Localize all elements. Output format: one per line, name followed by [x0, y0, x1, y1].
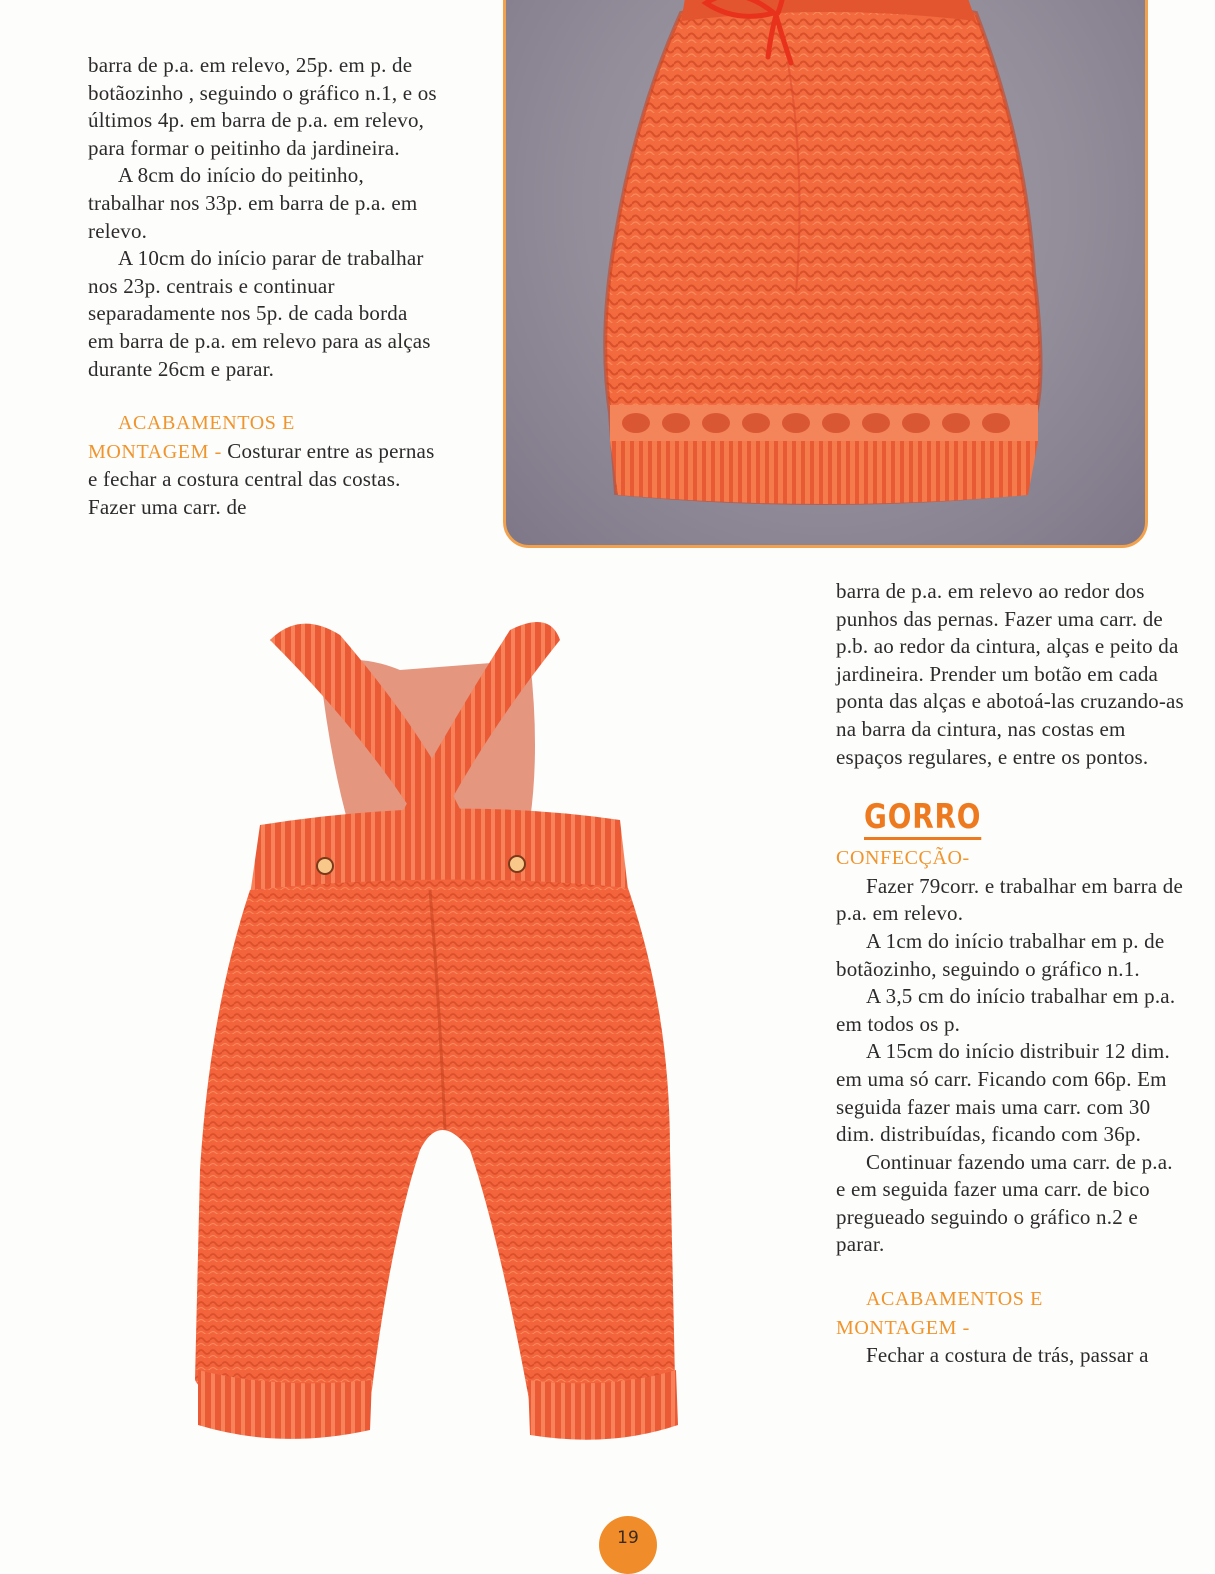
acabamentos-text-left: Costurar entre as pernas e fechar a costura central das costas. Fazer uma carr. de	[88, 438, 435, 519]
paragraph-peitinho: A 8cm do início do peitinho, trabalhar nos 33p. em barra de p.a. em relevo.	[88, 163, 418, 243]
acabamentos-heading-line2: MONTAGEM -	[88, 440, 222, 463]
paragraph-intro: barra de p.a. em relevo, 25p. em p. de botãozinho , seguindo o gráfico n.1, e os últimos 4p. em barra de p.a. em relevo, para formar o peitinho da jardineira.	[88, 53, 437, 160]
overalls-illustration	[150, 590, 800, 1500]
confeccao-heading: CONFECÇÃO-	[836, 847, 970, 870]
acabamentos-heading-right	[866, 1285, 1186, 1314]
acabamentos-paragraph-left	[88, 438, 438, 522]
paragraph-continuation: barra de p.a. em relevo ao redor dos punhos das pernas. Fazer uma carr. de p.b. ao redor da cintura, alças e peito da jardineira. Prender um botão em cada ponta das alças e abotoá-las cruzando-as na barra da cintura, nas costas em espaços regulares, e entre os pontos.	[836, 579, 1184, 769]
right-column-text	[836, 578, 1186, 1370]
acabamentos-heading-right-line2: MONTAGEM -	[836, 1316, 970, 1339]
gorro-step-4: A 15cm do início distribuir 12 dim. em uma só carr. Ficando com 66p. Em seguida fazer mais uma carr. com 30 dim. distribuídas, ficando com 36p.	[836, 1039, 1170, 1147]
hat-brim	[610, 441, 1038, 504]
gorro-step-3: A 3,5 cm do início trabalhar em p.a. em todos os p.	[836, 984, 1176, 1036]
page-number: 19	[599, 1516, 657, 1574]
button-left-icon	[317, 858, 333, 874]
acabamentos-heading-right-line2-wrap	[836, 1314, 1186, 1343]
acabamentos-text-right: Fechar a costura de trás, passar a	[866, 1343, 1149, 1368]
acabamentos-heading-line1: ACABAMENTOS E	[118, 412, 295, 435]
paragraph-alcas: A 10cm do início parar de trabalhar nos 23p. centrais e continuar separadamente nos 5p. de cada borda em barra de p.a. em relevo para as alças durante 26cm e parar.	[88, 246, 431, 381]
hat-illustration	[506, 0, 1148, 548]
confeccao-heading-wrap	[836, 844, 1186, 873]
gorro-title: GORRO	[864, 797, 981, 840]
button-right-icon	[509, 856, 525, 872]
overalls-photo	[150, 590, 800, 1500]
acabamentos-heading-left	[118, 409, 438, 438]
gorro-step-5: Continuar fazendo uma carr. de p.a. e em seguida fazer uma carr. de bico pregueado seguindo o gráfico n.2 e parar.	[836, 1149, 1173, 1257]
hat-photo	[503, 0, 1148, 548]
left-column-text	[88, 52, 438, 522]
acabamentos-heading-right-line1: ACABAMENTOS E	[866, 1288, 1043, 1311]
gorro-step-1: Fazer 79corr. e trabalhar em barra de p.a. em relevo.	[836, 873, 1183, 926]
gorro-step-2: A 1cm do início trabalhar em p. de botãozinho, seguindo o gráfico n.1.	[836, 928, 1165, 981]
